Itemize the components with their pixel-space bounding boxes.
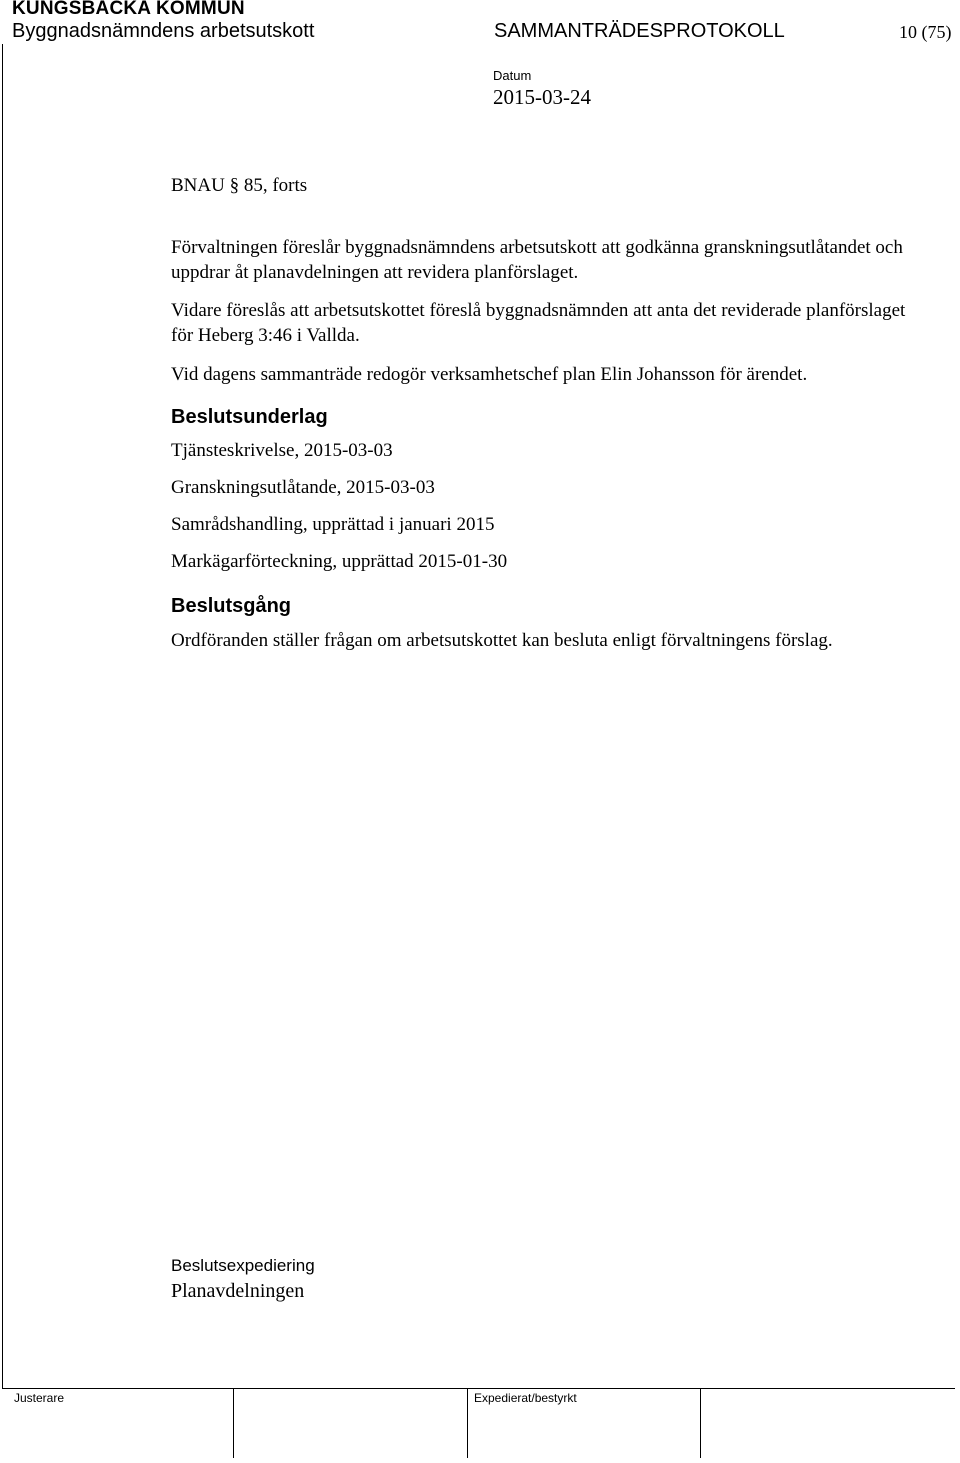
case-reference: BNAU § 85, forts bbox=[171, 175, 308, 196]
footer-divider bbox=[700, 1388, 701, 1458]
date-label: Datum bbox=[493, 68, 532, 83]
beslutsunderlag-heading: Beslutsunderlag bbox=[171, 406, 328, 428]
document-type: SAMMANTRÄDESPROTOKOLL bbox=[494, 20, 785, 42]
paragraph-beslutsgang: Ordföranden ställer frågan om arbetsutskottet kan besluta enligt förvaltningens förslag. bbox=[171, 630, 833, 651]
expedierat-label: Expedierat/bestyrkt bbox=[474, 1391, 577, 1405]
paragraph-meeting-report: Vid dagens sammanträde redogör verksamhetschef plan Elin Johansson för ärendet. bbox=[171, 364, 808, 385]
justerare-label: Justerare bbox=[14, 1391, 65, 1405]
beslutsexpediering-value: Planavdelningen bbox=[171, 1280, 305, 1302]
left-margin-rule bbox=[2, 44, 3, 1389]
footer-divider bbox=[233, 1388, 234, 1458]
organization-name: KUNGSBACKA KOMMUN bbox=[12, 0, 245, 19]
beslutsunderlag-item: Granskningsutlåtande, 2015-03-03 bbox=[171, 477, 435, 498]
paragraph-further-proposal: Vidare föreslås att arbetsutskottet föreslå byggnadsnämnden att anta det reviderade planförslaget för Heberg 3:46 i Vallda. bbox=[171, 300, 906, 346]
beslutsexpediering-label: Beslutsexpediering bbox=[171, 1256, 315, 1275]
paragraph-proposal: Förvaltningen föreslår byggnadsnämndens arbetsutskott att godkänna granskningsutlåtandet och uppdrar åt planavdelningen att revidera planförslaget. bbox=[171, 237, 903, 283]
footer-divider bbox=[467, 1388, 468, 1458]
beslutsgang-heading: Beslutsgång bbox=[171, 595, 292, 617]
page-number: 10 (75) bbox=[899, 22, 952, 42]
beslutsunderlag-item: Markägarförteckning, upprättad 2015-01-30 bbox=[171, 551, 508, 572]
date-value: 2015-03-24 bbox=[493, 85, 591, 109]
footer-rule bbox=[2, 1388, 955, 1389]
beslutsunderlag-item: Tjänsteskrivelse, 2015-03-03 bbox=[171, 440, 393, 461]
committee-name: Byggnadsnämndens arbetsutskott bbox=[12, 20, 315, 42]
beslutsunderlag-item: Samrådshandling, upprättad i januari 2015 bbox=[171, 514, 495, 535]
